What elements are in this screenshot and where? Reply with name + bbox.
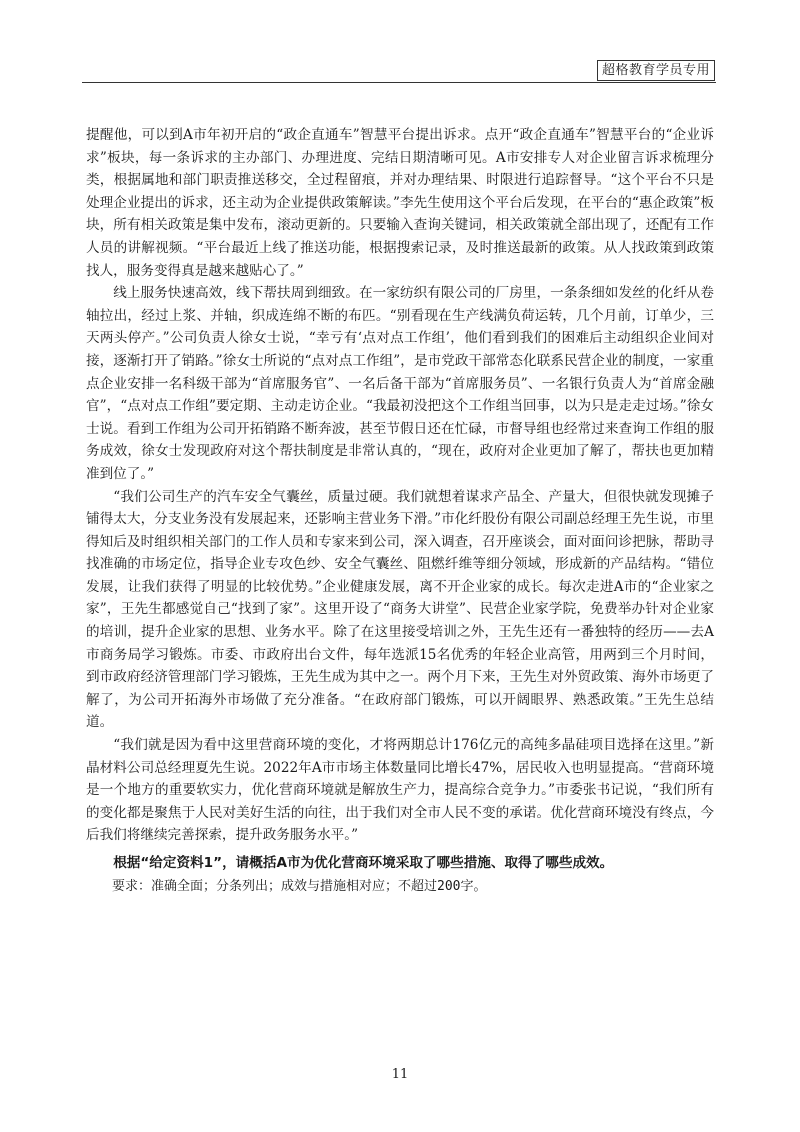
header-badge: 超格教育学员专用: [597, 60, 715, 81]
header-rule: [82, 82, 716, 83]
page-number: 11: [391, 1067, 409, 1082]
question-prompt: 根据“给定资料1”，请概括A市为优化营商环境采取了哪些措施、取得了哪些成效。: [113, 855, 614, 871]
answer-requirements: 要求：准确全面；分条列出；成效与措施相对应；不超过200字。: [112, 879, 487, 894]
paragraph-1: 提醒他，可以到A市年初开启的“政企直通车”智慧平台提出诉求。点开“政企直通车”智慧平台的“企业诉求”板块，每一条诉求的主办部门、办理进度、完结日期清晰可见。A市安排专人对企业留言诉求梳理分类，根据属地和部门职责推送移交，全过程留痕，并对办理结果、时限进行追踪督导。“这个平台不只是处理企业提出的诉求，还主动为企业提供政策解读。”李先生使用这个平台后发现，在平台的“惠企政策”板块，所有相关政策是集中发布，滚动更新的。只要输入查询关键词，相关政策就全部出现了，还配有工作人员的讲解视频。“平台最近上线了推送功能，根据搜索记录，及时推送最新的政策。从人找政策到政策找人，服务变得真是越来越贴心了。”: [86, 127, 714, 279]
paragraph-2: 线上服务快速高效，线下帮扶周到细致。在一家纺织有限公司的厂房里，一条条细如发丝的化纤从卷轴拉出，经过上浆、并轴，织成连绵不断的布匹。“别看现在生产线满负荷运转，几个月前，订单少，三天两头停产。”公司负责人徐女士说，“幸亏有‘点对点工作组’，他们看到我们的困难后主动组织企业间对接，逐渐打开了销路。”徐女士所说的“点对点工作组”，是市党政干部常态化联系民营企业的制度，一家重点企业安排一名科级干部为“首席服务官”、一名后备干部为“首席服务员”、一名银行负责人为“首席金融官”，“点对点工作组”要定期、主动走访企业。“我最初没把这个工作组当回事，以为只是走走过场。”徐女士说。看到工作组为公司开拓销路不断奔波，甚至节假日还在忙碌，市督导组也经常过来查询工作组的服务成效，徐女士发现政府对这个帮扶制度是非常认真的，“现在，政府对企业更加了解了，帮扶也更加精准到位了。”: [86, 285, 714, 482]
document-body: [86, 124, 714, 899]
paragraph-4: “我们就是因为看中这里营商环境的变化，才将两期总计176亿元的高纯多晶硅项目选择在这里。”新晶材料公司总经理夏先生说。2022年A市市场主体数量同比增长47%，居民收入也明显提高。“营商环境是一个地方的重要软实力，优化营商环境就是解放生产力，提高综合竞争力。”市委张书记说，“我们所有的变化都是聚焦于人民对美好生活的向往，出于我们对全市人民不变的承诺。优化营商环境没有终点，今后我们将继续完善探索，提升政务服务水平。”: [86, 737, 714, 844]
paragraph-3: “我们公司生产的汽车安全气囊丝，质量过硬。我们就想着谋求产品全、产量大，但很快就发现摊子铺得太大，分支业务没有发展起来，还影响主营业务下滑。”市化纤股份有限公司副总经理王先生说，市里得知后及时组织相关部门的工作人员和专家来到公司，深入调查，召开座谈会，面对面问诊把脉，帮助寻找准确的市场定位，指导企业专攻色纱、安全气囊丝、阻燃纤维等细分领域，形成新的产品结构。“错位发展，让我们获得了明显的比较优势。”企业健康发展，离不开企业家的成长。每次走进A市的“企业家之家”，王先生都感觉自己“找到了家”。这里开设了“商务大讲堂”、民营企业家学院，免费举办针对企业家的培训，提升企业家的思想、业务水平。除了在这里接受培训之外，王先生还有一番独特的经历——去A市商务局学习锻炼。市委、市政府出台文件，每年选派15名优秀的年轻企业高管，用两到三个月时间，到市政府经济管理部门学习锻炼，王先生成为其中之一。两个月下来，王先生对外贸政策、海外市场更了解了，为公司开拓海外市场做了充分准备。“在政府部门锻炼，可以开阔眼界、熟悉政策。”王先生总结道。: [86, 488, 714, 731]
